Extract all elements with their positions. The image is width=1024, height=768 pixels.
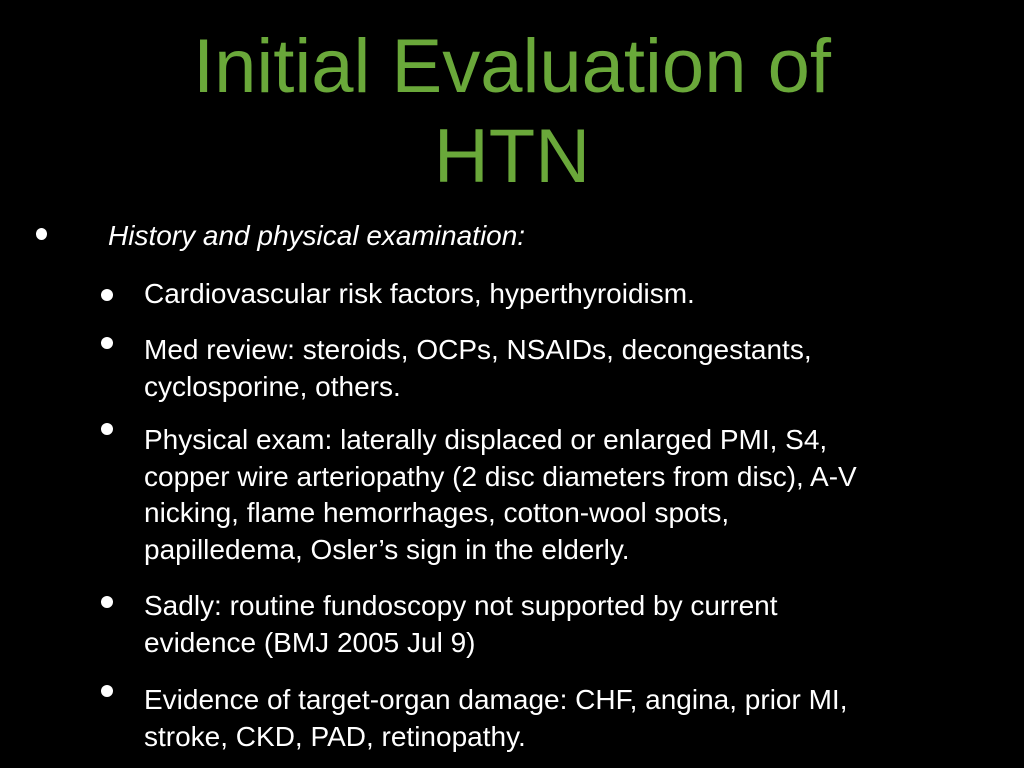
list-item-text xyxy=(144,682,964,755)
slide-title xyxy=(0,22,1024,202)
list-item-line: Physical exam: laterally displaced or enlarged PMI, S4, xyxy=(144,424,828,455)
bullet-dot-icon xyxy=(101,289,113,301)
bullet-dot-icon xyxy=(101,423,113,435)
list-item-line: stroke, CKD, PAD, retinopathy. xyxy=(144,720,526,752)
list-item-line: Evidence of target-organ damage: CHF, angina, prior MI, xyxy=(144,684,848,715)
list-item-text xyxy=(144,422,964,568)
bullet-dot-icon xyxy=(101,596,113,608)
list-item-line: nicking, flame hemorrhages, cotton-wool spots, xyxy=(144,497,730,528)
list-item-text xyxy=(144,332,964,405)
list-item-line: Cardiovascular risk factors, hyperthyroidism. xyxy=(144,278,695,309)
list-item-line: copper wire arteriopathy (2 disc diameters from disc), A-V xyxy=(144,460,857,492)
section-heading: History and physical examination: xyxy=(108,220,526,251)
slide-title-line-1: Initial Evaluation of xyxy=(193,24,831,109)
list-item-line: evidence (BMJ 2005 Jul 9) xyxy=(144,626,476,658)
list-item-text xyxy=(144,588,964,661)
list-item-line: Sadly: routine fundoscopy not supported by current xyxy=(144,590,778,621)
list-item-line: cyclosporine, others. xyxy=(144,370,401,402)
bullet-dot-icon xyxy=(101,337,113,349)
slide-title-line-2: HTN xyxy=(433,114,591,199)
bullet-dot-icon xyxy=(101,685,113,697)
list-item-line: Med review: steroids, OCPs, NSAIDs, decongestants, xyxy=(144,334,812,365)
list-item-line: papilledema, Osler’s sign in the elderly. xyxy=(144,533,630,565)
list-item-text xyxy=(144,276,964,313)
bullet-dot-icon xyxy=(36,228,47,240)
